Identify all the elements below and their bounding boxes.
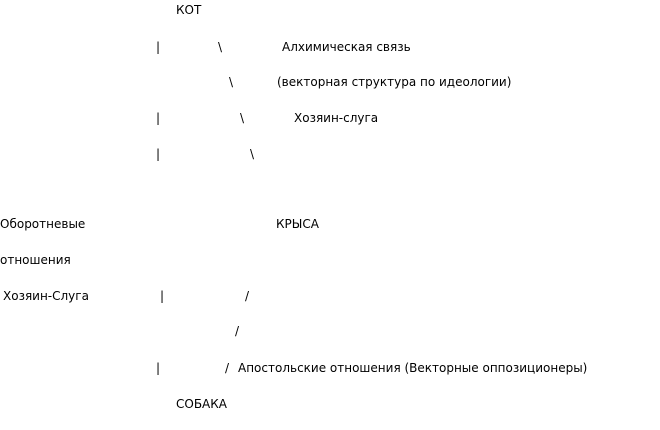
connector-vertical-5: | [156,361,161,375]
node-dog: СОБАКА [176,397,227,411]
connector-vertical-2: | [156,111,161,125]
connector-slash-2: / [235,324,240,338]
connector-vertical-4: | [160,289,165,303]
label-apostolic-relations: Апостольские отношения (Векторные оппозиционеры) [238,361,588,375]
node-rat: КРЫСА [276,217,319,231]
label-vector-structure: (векторная структура по идеологии) [277,75,512,89]
label-master-servant-left: Хозяин-Слуга [3,289,89,303]
node-cat: КОТ [176,3,202,17]
label-master-servant-top: Хозяин-слуга [294,111,379,125]
label-werewolf-line1: Оборотневые [0,217,86,231]
connector-backslash-4: \ [250,147,255,161]
connector-vertical-1: | [156,40,161,54]
connector-backslash-1: \ [218,40,223,54]
connector-slash-3: / [225,361,230,375]
connector-backslash-2: \ [229,75,234,89]
label-werewolf-line2: отношения [0,253,71,267]
connector-vertical-3: | [156,147,161,161]
connector-backslash-3: \ [240,111,245,125]
connector-slash-1: / [245,289,250,303]
label-alchemical-link: Алхимическая связь [282,40,411,54]
